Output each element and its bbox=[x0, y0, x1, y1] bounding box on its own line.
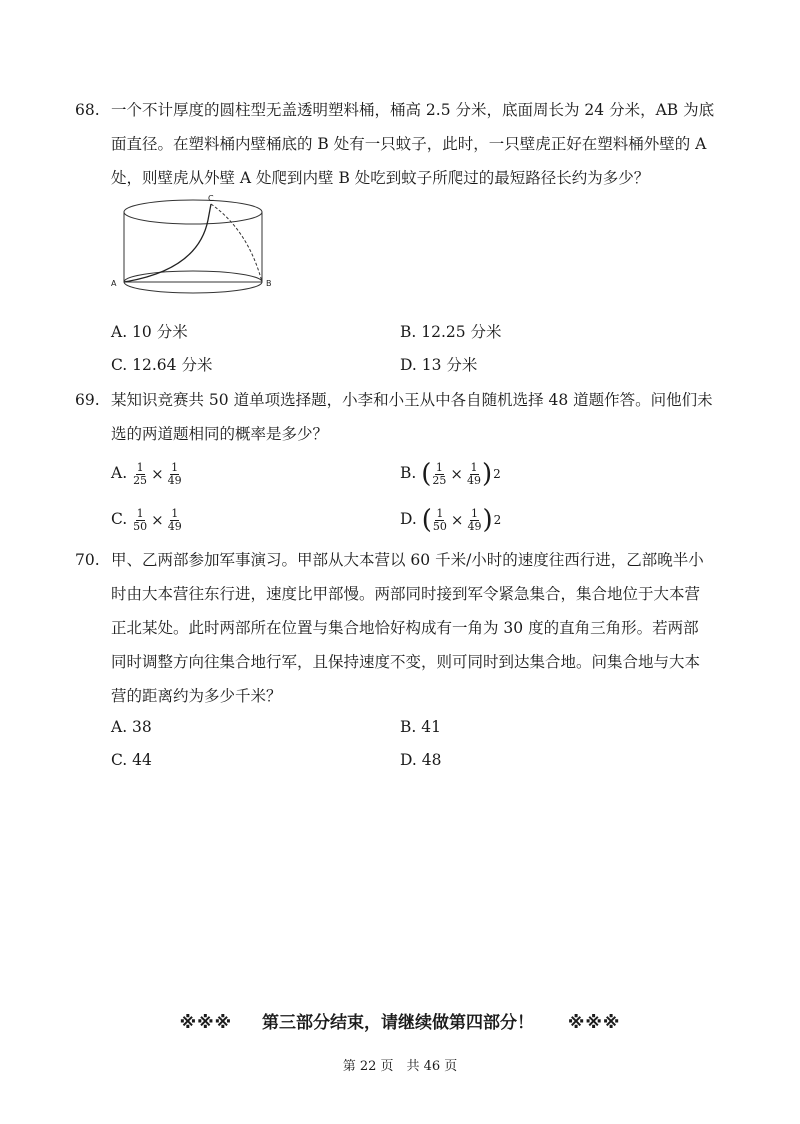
option-letter: B. bbox=[400, 464, 417, 482]
q70-option-a[interactable]: A. 38 bbox=[111, 718, 152, 736]
cylinder-figure bbox=[108, 190, 278, 294]
question-text-line: 一个不计厚度的圆柱型无盖透明塑料桶，桶高 2.5 分米，底面周长为 24 分米，AB 为底 bbox=[111, 101, 715, 119]
question-text-line: 营的距离约为多少千米？ bbox=[111, 687, 282, 705]
fraction: $\frac{1}{25}$ bbox=[432, 460, 447, 487]
question-text-line: 处，则壁虎从外壁 A 处爬到内壁 B 处吃到蚊子所爬过的最短路径长约为多少？ bbox=[111, 169, 650, 187]
question-text-line: 选的两道题相同的概率是多少？ bbox=[111, 425, 329, 443]
q68-option-d[interactable]: D. 13 分米 bbox=[400, 356, 478, 374]
exponent: 2 bbox=[493, 513, 502, 527]
fraction: $\frac{1}{49}$ bbox=[467, 460, 481, 487]
question-number: 69. bbox=[75, 391, 100, 409]
fraction: $\frac{1}{49}$ bbox=[167, 460, 182, 487]
math-expression bbox=[132, 460, 183, 488]
question-70 bbox=[75, 543, 735, 713]
question-text-line: 同时调整方向往集合地行军，且保持速度不变，则可同时到达集合地。问集合地与大本 bbox=[111, 653, 701, 671]
fraction: $\frac{1}{49}$ bbox=[467, 506, 482, 533]
stars-right: ※※※ bbox=[567, 1013, 621, 1033]
question-text-line: 时由大本营往东行进，速度比甲部慢。两部同时接到军令紧急集合，集合地位于大本营 bbox=[111, 585, 701, 603]
page-number: 第 22 页 共 46 页 bbox=[342, 1059, 458, 1074]
option-letter: A. bbox=[111, 464, 128, 482]
exponent: 2 bbox=[493, 467, 501, 481]
question-number: 70. bbox=[75, 551, 100, 569]
fraction: $\frac{1}{50}$ bbox=[133, 506, 148, 533]
label-c: C bbox=[208, 194, 214, 203]
path-c-to-b bbox=[211, 204, 262, 282]
math-expression: ( $\frac{1}{25}$ × $\frac{1}{49}$ ) 2 bbox=[421, 459, 501, 489]
times-symbol: × bbox=[151, 511, 164, 529]
fraction: $\frac{1}{50}$ bbox=[432, 506, 447, 533]
q70-option-c[interactable]: C. 44 bbox=[111, 751, 152, 769]
label-a: A bbox=[111, 279, 117, 288]
q70-option-b[interactable]: B. 41 bbox=[400, 718, 441, 736]
q70-option-d[interactable]: D. 48 bbox=[400, 751, 442, 769]
question-text-line: 甲、乙两部参加军事演习。甲部从大本营以 60 千米/小时的速度往西行进，乙部晚半小 bbox=[111, 551, 704, 569]
times-symbol: × bbox=[151, 465, 164, 483]
q68-option-b[interactable]: B. 12.25 分米 bbox=[400, 323, 502, 341]
section-end-banner bbox=[0, 1008, 800, 1033]
q68-option-a[interactable]: A. 10 分米 bbox=[111, 323, 188, 341]
times-symbol: × bbox=[450, 465, 463, 483]
times-symbol: × bbox=[450, 511, 464, 529]
cylinder-top-rim bbox=[124, 200, 262, 224]
question-69 bbox=[75, 383, 735, 451]
question-text-line: 某知识竞赛共 50 道单项选择题，小李和小王从中各自随机选择 48 道题作答。问他们未 bbox=[111, 391, 713, 409]
stars-left: ※※※ bbox=[179, 1013, 233, 1033]
question-text-line: 正北某处。此时两部所在位置与集合地恰好构成有一角为 30 度的直角三角形。若两部 bbox=[111, 619, 699, 637]
question-68 bbox=[75, 93, 735, 195]
label-b: B bbox=[266, 279, 272, 288]
section-end-message: 第三部分结束，请继续做第四部分！ bbox=[262, 1013, 534, 1033]
option-letter: C. bbox=[111, 510, 128, 528]
q69-option-b[interactable] bbox=[400, 459, 501, 487]
option-letter: D. bbox=[400, 510, 417, 528]
q68-option-c[interactable]: C. 12.64 分米 bbox=[111, 356, 213, 374]
fraction: $\frac{1}{25}$ bbox=[133, 460, 148, 487]
math-expression: ( $\frac{1}{50}$ × $\frac{1}{49}$ ) 2 bbox=[421, 505, 502, 535]
question-number: 68. bbox=[75, 101, 100, 119]
path-a-to-c bbox=[124, 204, 211, 282]
math-expression bbox=[132, 506, 183, 534]
q69-option-a[interactable] bbox=[111, 459, 183, 487]
q69-option-d[interactable] bbox=[400, 505, 501, 533]
question-text-line: 面直径。在塑料桶内壁桶底的 B 处有一只蚊子，此时，一只壁虎正好在塑料桶外壁的 A bbox=[111, 135, 707, 153]
fraction: $\frac{1}{49}$ bbox=[167, 506, 182, 533]
q69-option-c[interactable] bbox=[111, 505, 183, 533]
